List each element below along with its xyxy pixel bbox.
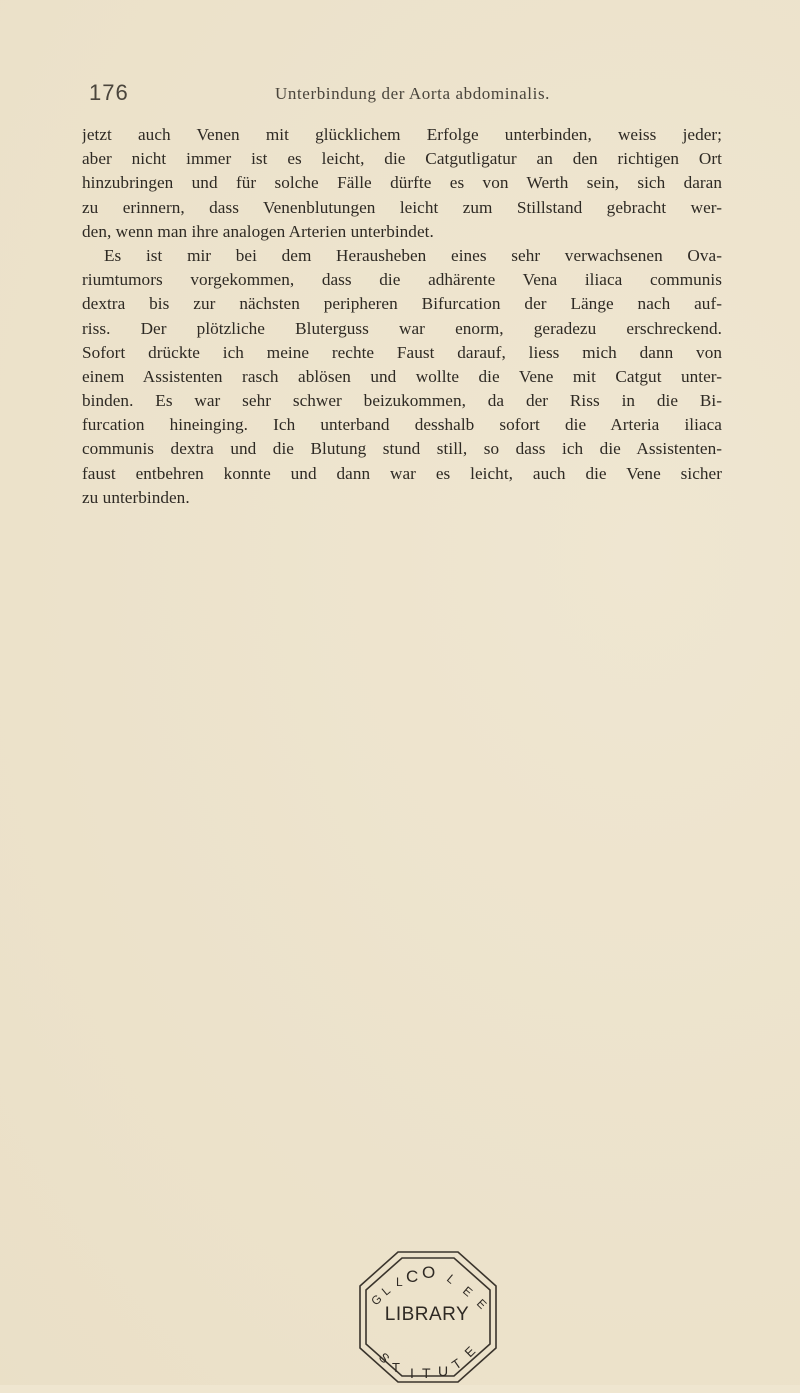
text-line: hinzubringen und für solche Fälle dürfte es von Werth sein, sich daran (82, 173, 722, 193)
text-line: zu erinnern, dass Venenblutungen leicht zum Stillstand gebracht wer- (82, 197, 722, 217)
text-line: riss. Der plötzliche Bluterguss war enorm, geradezu erschreckend. (82, 318, 722, 338)
text-line: einem Assistenten rasch ablösen und wollte die Vene mit Catgut unter- (82, 366, 722, 386)
text-line: zu unterbinden. (82, 487, 190, 507)
body-text (82, 123, 722, 510)
page-number: 176 (89, 80, 129, 105)
svg-text:T: T (449, 1355, 465, 1373)
svg-text:G: G (368, 1291, 385, 1309)
text-line: communis dextra und die Blutung stund still, so dass ich die Assistenten- (82, 439, 722, 459)
svg-text:U: U (438, 1363, 449, 1379)
page-header (89, 80, 609, 110)
text-line: furcation hineinging. Ich unterband desshalb sofort die Arteria iliaca (82, 415, 722, 435)
svg-text:E: E (461, 1343, 479, 1361)
text-line: den, wenn man ihre analogen Arterien unterbindet. (82, 221, 434, 241)
text-line: riumtumors vorgekommen, dass die adhärente Vena iliaca communis (82, 270, 722, 290)
text-line: faust entbehren konnte und dann war es leicht, auch die Vene sicher (82, 463, 722, 483)
text-line: Es ist mir bei dem Herausheben eines sehr verwachsenen Ova- (104, 245, 722, 265)
svg-text:L: L (396, 1275, 403, 1289)
svg-text:T: T (422, 1365, 431, 1381)
svg-text:T: T (392, 1360, 400, 1375)
text-line: binden. Es war sehr schwer beizukommen, da der Riss in die Bi- (82, 391, 722, 411)
svg-text:I: I (410, 1365, 414, 1381)
svg-text:L: L (378, 1283, 394, 1299)
running-head: Unterbindung der Aorta abdominalis. (275, 84, 551, 103)
svg-text:E: E (460, 1283, 476, 1300)
svg-text:E: E (473, 1296, 490, 1312)
text-line: Sofort drückte ich meine rechte Faust darauf, liess mich dann von (82, 342, 722, 362)
text-line: dextra bis zur nächsten peripheren Bifurcation der Länge nach auf- (82, 294, 722, 314)
svg-text:C: C (406, 1267, 419, 1286)
stamp-label: LIBRARY (384, 1304, 470, 1325)
svg-text:O: O (422, 1263, 436, 1282)
text-line: aber nicht immer ist es leicht, die Catgutligatur an den richtigen Ort (82, 149, 722, 169)
svg-text:S: S (375, 1349, 393, 1367)
library-stamp (358, 1248, 518, 1388)
text-line: jetzt auch Venen mit glücklichem Erfolge unterbinden, weiss jeder; (82, 125, 722, 144)
svg-text:L: L (444, 1271, 459, 1287)
